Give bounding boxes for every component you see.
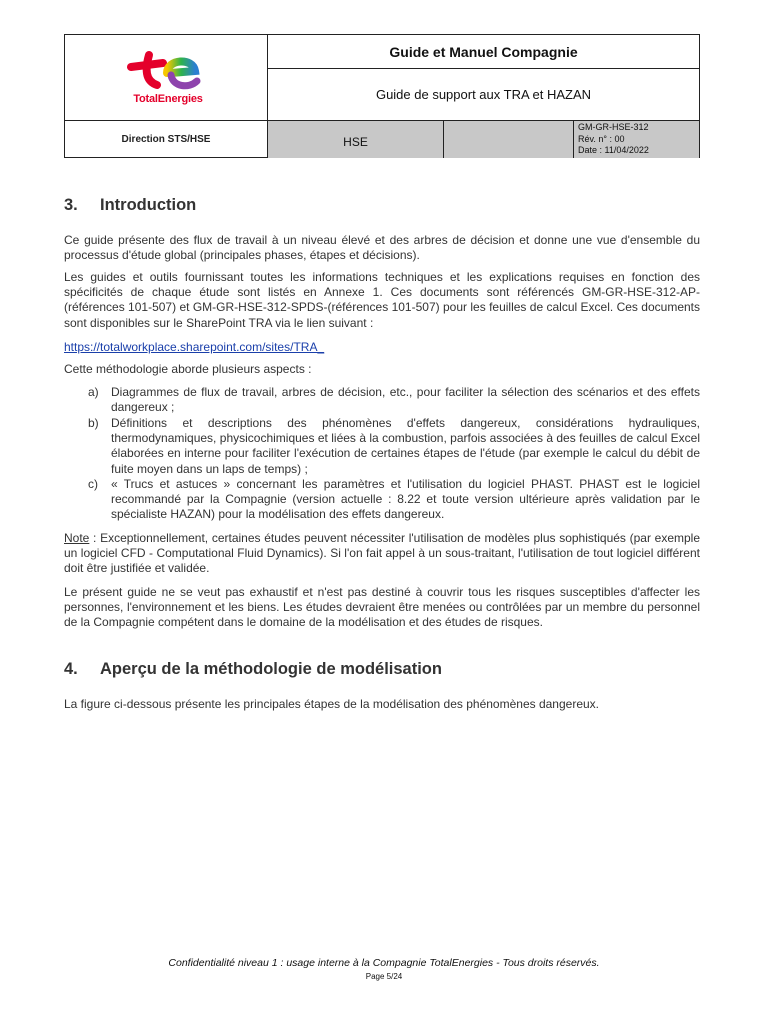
empty-cell xyxy=(444,121,574,158)
note-label: Note xyxy=(64,531,90,545)
domain-label: HSE xyxy=(268,121,444,158)
list-marker: b) xyxy=(88,416,99,430)
page-number: Page 5/24 xyxy=(365,972,403,981)
note-paragraph xyxy=(64,531,700,577)
intro-paragraph-3: Cette méthodologie aborde plusieurs aspects : xyxy=(64,362,312,376)
list-item-text: Définitions et descriptions des phénomènes d'effets dangereux, considérations hydrauliques, thermodynamiques, physicochimiques et liées à la combustion, parfois associées à des feuilles de calcul Excel élaborées en interne pour faciliter l'exécution de certaines étapes de l'étude (par exemple le calcul du débit de fuite moyen dans un laps de temps) ; xyxy=(111,416,700,476)
section-title: Introduction xyxy=(100,196,197,214)
sharepoint-link[interactable]: https://totalworkplace.sharepoint.com/sites/TRA_ xyxy=(64,340,325,354)
totalenergies-logo xyxy=(123,49,213,119)
list-marker: c) xyxy=(88,477,98,491)
revision-number: Rév. n° : 00 xyxy=(578,133,625,144)
revision-date: Date : 11/04/2022 xyxy=(578,145,649,155)
section-number: 4. xyxy=(64,660,78,678)
note-text: : Exceptionnellement, certaines études peuvent nécessiter l'utilisation de modèles plus sophistiqués (par exemple un logiciel CFD - Computational Fluid Dynamics). Si l'on fait appel à un sous-traitant, l'utilisation de tout logiciel différent doit être justifiée et validée. xyxy=(64,531,700,576)
confidentiality-footer: Confidentialité niveau 1 : usage interne à la Compagnie TotalEnergies - Tous droits réservés. xyxy=(168,957,600,969)
methodology-paragraph: La figure ci-dessous présente les principales étapes de la modélisation des phénomènes dangereux. xyxy=(64,697,600,711)
section-number: 3. xyxy=(64,196,78,214)
header-meta-row xyxy=(65,120,699,157)
list-item xyxy=(88,385,700,415)
reference-code: GM-GR-HSE-312 xyxy=(578,122,649,132)
list-marker: a) xyxy=(88,385,99,399)
totalenergies-logo-icon xyxy=(123,49,213,93)
list-item xyxy=(88,416,700,477)
intro-paragraph-1: Ce guide présente des flux de travail à un niveau élevé et des arbres de décision et donne une vue d'ensemble du processus d'étude global (principales phases, étapes et décisions). xyxy=(64,233,700,263)
list-item xyxy=(88,477,700,523)
document-header xyxy=(64,34,700,158)
section-3-heading xyxy=(64,196,196,215)
section-title: Aperçu de la méthodologie de modélisation xyxy=(100,660,442,678)
reference-cell xyxy=(574,121,699,158)
list-item-text: Diagrammes de flux de travail, arbres de décision, etc., pour faciliter la sélection des scénarios et des effets dangereux ; xyxy=(111,385,700,415)
intro-paragraph-2: Les guides et outils fournissant toutes les informations techniques et les explications requises en fonction des spécificités de chaque étude sont listés en Annexe 1. Ces documents sont référencés GM-GR-HSE-312-AP-(références 101-507) et GM-GR-HSE-312-SPDS-(références 101-507) pour les feuilles de calcul Excel. Ces documents sont disponibles sur le SharePoint TRA via le lien suivant : xyxy=(64,270,700,330)
logo-cell xyxy=(65,35,268,120)
intro-paragraph-4: Le présent guide ne se veut pas exhaustif et n'est pas destiné à couvrir tous les risques susceptibles d'affecter les personnes, l'environnement et les biens. Les études devraient être menées ou contrôlées par un membre du personnel de la Compagnie compétent dans le domaine de la modélisation et des études de risques. xyxy=(64,585,700,630)
list-item-text: « Trucs et astuces » concernant les paramètres et l'utilisation du logiciel PHAST. PHAST est le logiciel recommandé par la Compagnie (version actuelle : 8.22 et toute version ultérieure après validation par le spécialiste HAZAN) pour la modélisation des effets dangereux. xyxy=(111,477,700,522)
section-4-heading xyxy=(64,660,442,679)
document-title: Guide de support aux TRA et HAZAN xyxy=(375,87,592,102)
document-category: Guide et Manuel Compagnie xyxy=(268,35,699,69)
logo-wordmark: TotalEnergies xyxy=(133,93,203,105)
direction-label: Direction STS/HSE xyxy=(65,121,268,158)
